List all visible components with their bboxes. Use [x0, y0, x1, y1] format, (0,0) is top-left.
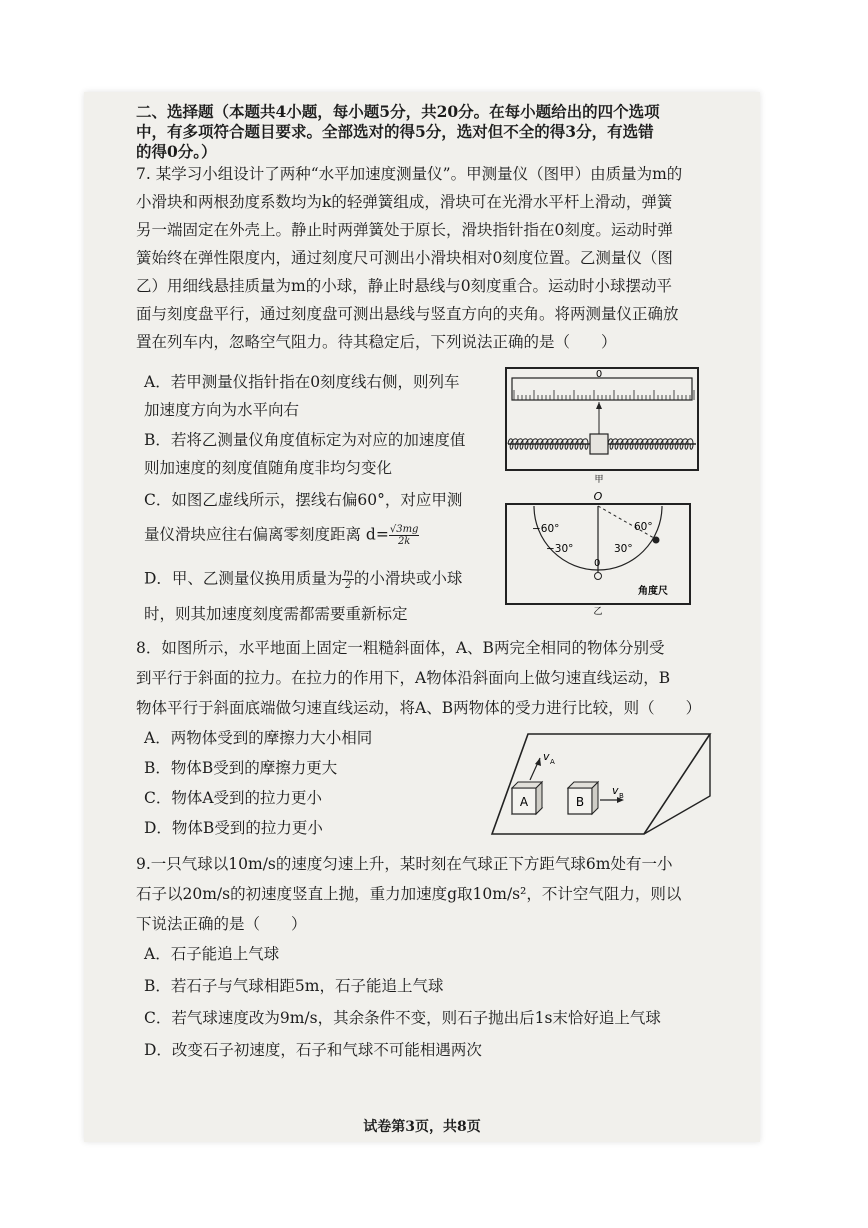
q7-option-d-text-b: 的小滑块或小球: [353, 569, 463, 588]
exam-page: [84, 92, 760, 1142]
q9-stem-line: 9.一只气球以10m/s的速度匀速上升，某时刻在气球正下方距气球6m处有一小: [136, 855, 673, 873]
figure-incline: [488, 728, 718, 844]
yi-ruler-label: 角度尺: [638, 586, 668, 597]
fraction-numerator: √3mg: [389, 524, 419, 535]
q9-stem-line: 石子以20m/s的初速度竖直上抛，重力加速度g取10m/s²，不计空气阻力，则以: [136, 885, 682, 903]
q7-stem-line: 置在列车内，忽略空气阻力。待其稳定后，下列说法正确的是（ ）: [136, 333, 617, 351]
figure-yi: [504, 486, 704, 620]
section-header-line2: 中，有多项符合题目要求。全部选对的得5分，选对但不全的得3分，有选错: [136, 122, 654, 141]
q8-option: A．两物体受到的摩擦力大小相同: [144, 729, 373, 747]
fraction-denominator: 2: [344, 580, 352, 591]
yi-caption: 乙: [593, 607, 603, 616]
q7-stem-line: 乙）用细线悬挂质量为m的小球，静止时悬线与0刻度重合。运动时小球摆动平: [136, 277, 673, 295]
section-header-line3: 的得0分。）: [136, 142, 217, 161]
q9-option: C．若气球速度改为9m/s，其余条件不变，则石子抛出后1s末恰好追上气球: [144, 1009, 661, 1027]
jia-caption: 甲: [594, 475, 604, 484]
q9-option: B．若石子与气球相距5m，石子能追上气球: [144, 977, 444, 995]
yi-minus60-label: −60°: [532, 523, 560, 535]
q8-stem-line: 物体平行于斜面底端做匀速直线运动，将A、B两物体的受力进行比较，则（ ）: [136, 699, 702, 717]
block-b: [568, 782, 598, 814]
q7-option-d-line1: [144, 568, 462, 591]
q7-option-d-fraction: [342, 568, 353, 591]
q9-option: D．改变石子初速度，石子和气球不可能相遇两次: [144, 1041, 482, 1059]
block-a-label: A: [519, 795, 529, 809]
q7-option-c-line1: C．如图乙虚线所示，摆线右偏60°，对应甲测: [144, 491, 463, 509]
va-subscript: A: [550, 758, 555, 766]
jia-zero-label: 0: [595, 369, 603, 380]
q7-stem-line: 簧始终在弹性限度内，通过刻度尺可测出小滑块相对0刻度位置。乙测量仪（图: [136, 249, 673, 267]
q7-option-b-line2: 则加速度的刻度值随角度非均匀变化: [144, 459, 393, 477]
figure-jia: [504, 364, 704, 488]
q8-option: B．物体B受到的摩擦力更大: [144, 759, 338, 777]
page-footer: 试卷第3页，共8页: [363, 1119, 481, 1135]
q7-option-b-line1: B．若将乙测量仪角度值标定为对应的加速度值: [144, 431, 466, 449]
q7-option-a-line2: 加速度方向为水平向右: [144, 401, 300, 419]
fraction-denominator: 2k: [397, 536, 411, 547]
yi-top-label: O: [593, 490, 603, 503]
q8-stem-line: 8．如图所示，水平地面上固定一粗糙斜面体，A、B两完全相同的物体分别受: [136, 639, 665, 657]
q9-option: A．石子能追上气球: [144, 945, 280, 963]
fraction-numerator: m: [343, 568, 353, 579]
q8-option: C．物体A受到的拉力更小: [144, 789, 323, 807]
q7-option-c-fraction: [389, 524, 420, 547]
yi-plus60-label: 60°: [634, 521, 653, 533]
yi-minus30-label: −30°: [546, 543, 574, 555]
vb-label: v: [612, 784, 619, 797]
q7-stem-line: 另一端固定在外壳上。静止时两弹簧处于原长，滑块指针指在0刻度。运动时弹: [136, 221, 673, 239]
q9-stem-line: 下说法正确的是（ ）: [136, 915, 307, 933]
q7-option-d-line2: 时，则其加速度刻度需都需要重新标定: [144, 605, 408, 623]
q7-stem-line: 面与刻度盘平行，通过刻度盘可测出悬线与竖直方向的夹角。将两测量仪正确放: [136, 305, 679, 323]
section-header-line1: 二、选择题（本题共4小题，每小题5分，共20分。在每小题给出的四个选项: [136, 102, 660, 121]
block-b-label: B: [575, 795, 585, 809]
block-a: [512, 782, 542, 814]
q7-option-d-text-a: D．甲、乙测量仪换用质量为: [144, 569, 343, 588]
q7-option-c-text: 量仪滑块应往右偏离零刻度距离 d=: [144, 525, 389, 544]
vb-subscript: B: [619, 792, 624, 800]
q7-option-c-line2: [144, 524, 419, 547]
yi-zero-label: 0: [594, 558, 601, 569]
va-label: v: [543, 750, 550, 763]
q7-stem-line: 7. 某学习小组设计了两种“水平加速度测量仪”。甲测量仪（图甲）由质量为m的: [136, 165, 683, 183]
yi-plus30-label: 30°: [614, 543, 633, 555]
q7-stem-line: 小滑块和两根劲度系数均为k的轻弹簧组成，滑块可在光滑水平杆上滑动，弹簧: [136, 193, 673, 211]
q8-stem-line: 到平行于斜面的拉力。在拉力的作用下，A物体沿斜面向上做匀速直线运动，B: [136, 669, 671, 687]
q8-option: D．物体B受到的拉力更小: [144, 819, 323, 837]
q7-option-a-line1: A．若甲测量仪指针指在0刻度线右侧，则列车: [144, 373, 460, 391]
